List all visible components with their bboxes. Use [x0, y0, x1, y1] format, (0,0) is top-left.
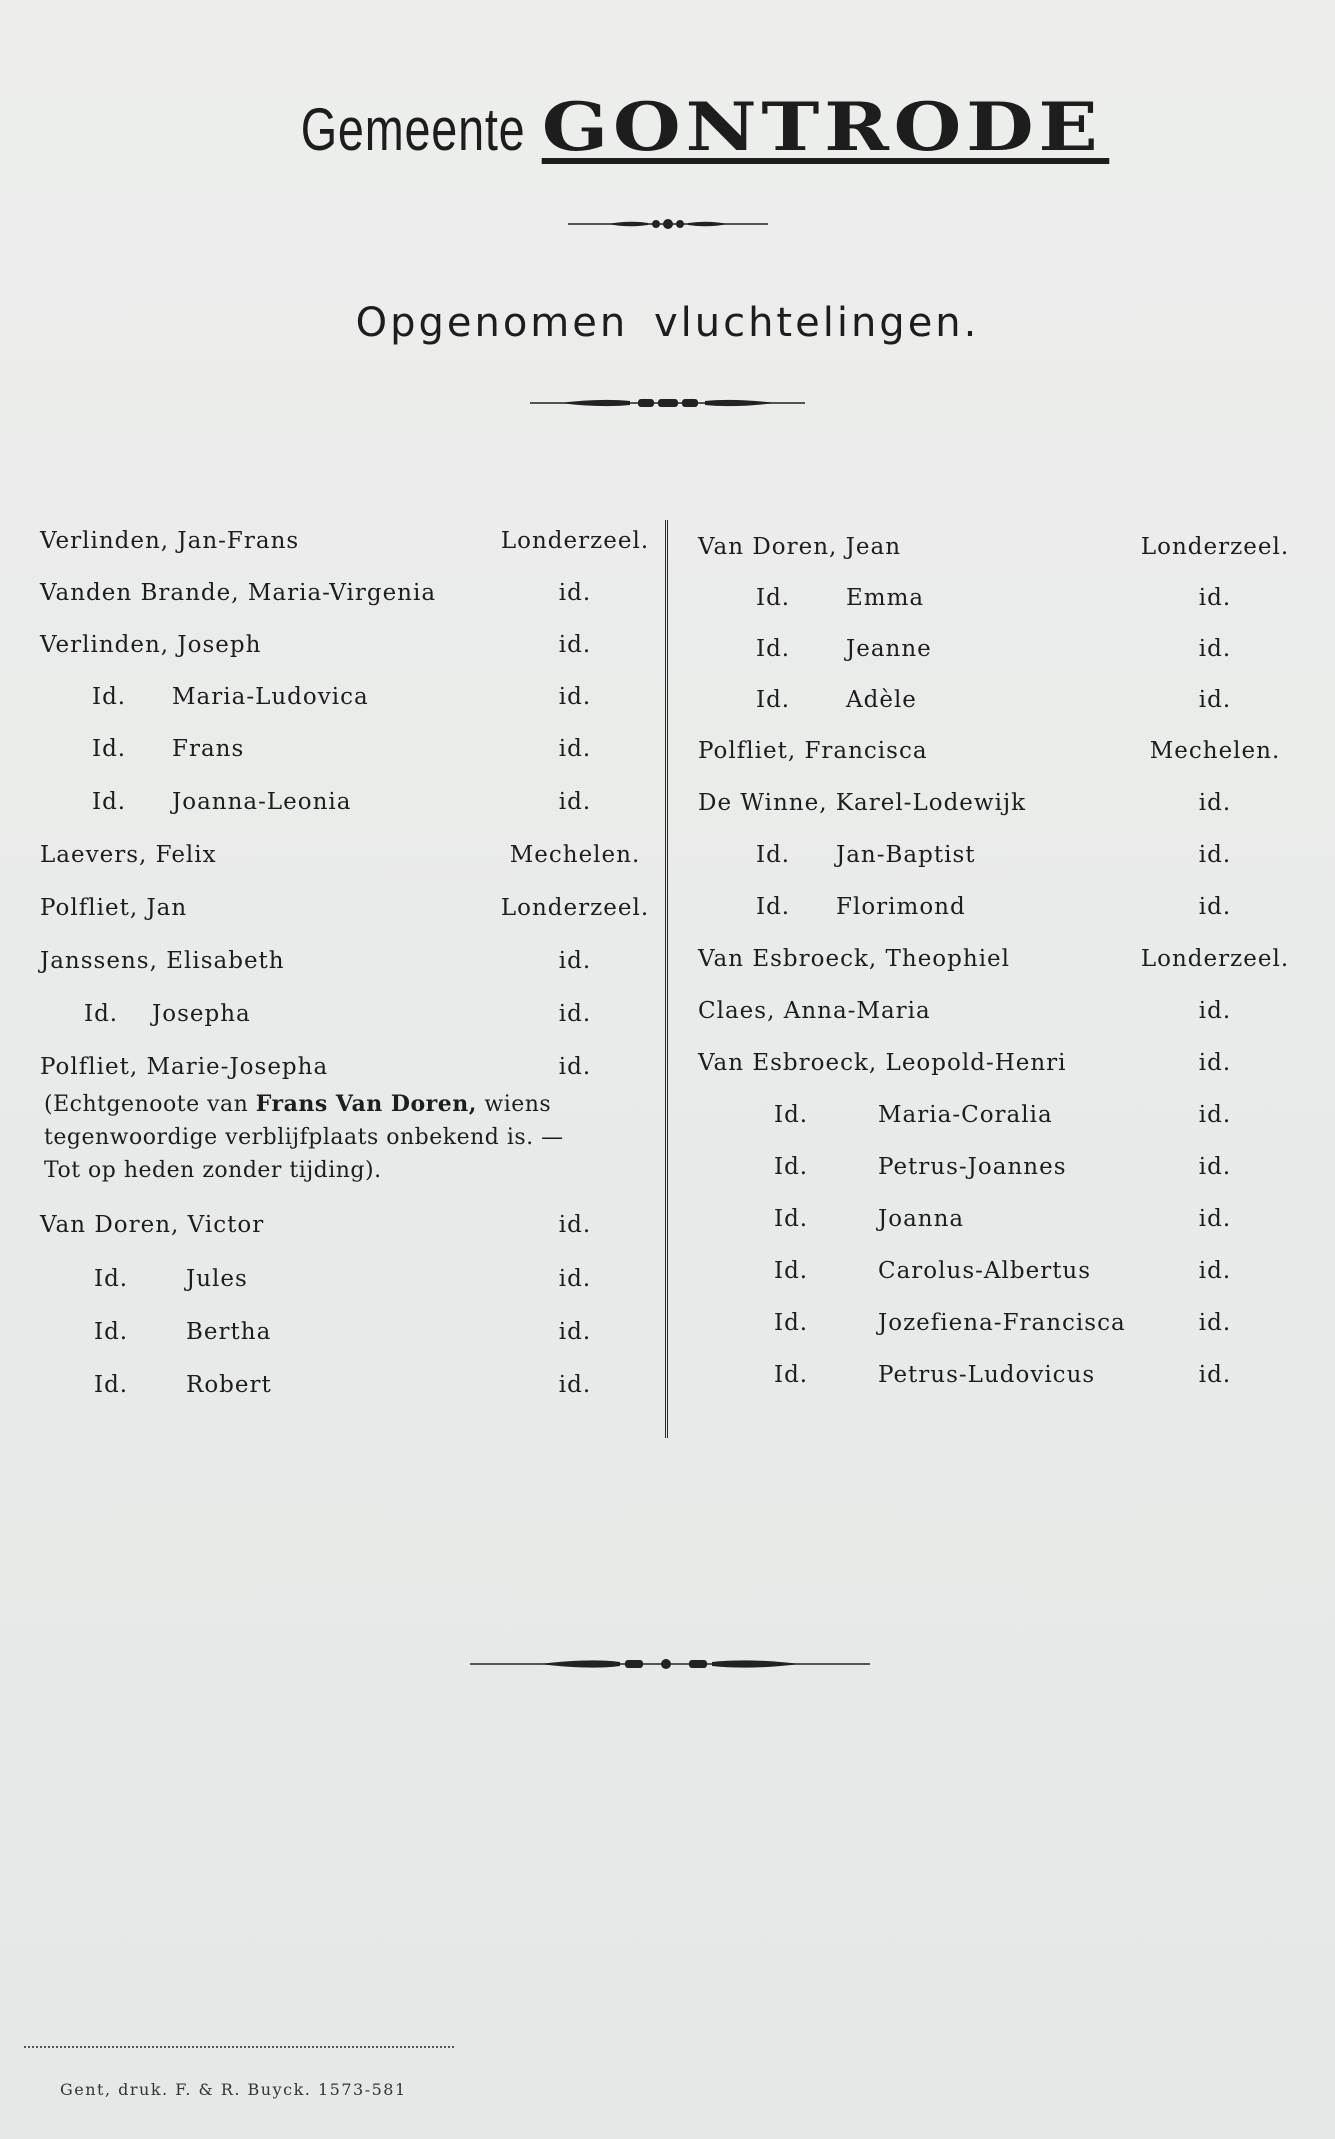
- origin-place: Mechelen.: [1149, 738, 1281, 764]
- origin-place: id.: [1198, 790, 1232, 816]
- origin-place: id.: [1198, 998, 1232, 1024]
- origin-place: id.: [1198, 1310, 1232, 1336]
- idem-prefix: Id.: [94, 1319, 129, 1345]
- idem-prefix: Id.: [756, 636, 791, 662]
- person-name: Van Doren, Jean: [698, 534, 902, 560]
- origin-place: id.: [558, 736, 592, 762]
- person-name: Jozefiena-Francisca: [878, 1310, 1126, 1336]
- person-name: Florimond: [836, 894, 966, 920]
- person-name: Joanna: [878, 1206, 965, 1232]
- origin-place: Londerzeel.: [1140, 534, 1290, 560]
- origin-place: id.: [1198, 636, 1232, 662]
- origin-place: id.: [558, 1266, 592, 1292]
- origin-place: id.: [558, 684, 592, 710]
- origin-place: id.: [1198, 1154, 1232, 1180]
- origin-place: id.: [558, 1372, 592, 1398]
- printer-imprint: Gent, druk. F. & R. Buyck. 1573-581: [60, 2080, 407, 2099]
- origin-place: id.: [1198, 585, 1232, 611]
- idem-prefix: Id.: [774, 1310, 809, 1336]
- origin-place: Londerzeel.: [500, 528, 650, 554]
- person-name: Maria-Coralia: [878, 1102, 1053, 1128]
- person-name: Van Doren, Victor: [40, 1212, 265, 1238]
- person-name: Jules: [186, 1266, 248, 1292]
- idem-prefix: Id.: [756, 687, 791, 713]
- ornament-top-icon: [568, 214, 768, 234]
- origin-place: id.: [558, 580, 592, 606]
- origin-place: id.: [558, 1001, 592, 1027]
- idem-prefix: Id.: [92, 789, 127, 815]
- idem-prefix: Id.: [756, 585, 791, 611]
- note-text-bold: Frans Van Doren,: [255, 1091, 477, 1117]
- person-name: Frans: [172, 736, 245, 762]
- idem-prefix: Id.: [92, 736, 127, 762]
- origin-place: id.: [1198, 842, 1232, 868]
- idem-prefix: Id.: [756, 894, 791, 920]
- person-name: Carolus-Albertus: [878, 1258, 1092, 1284]
- person-name: De Winne, Karel-Lodewijk: [698, 790, 1027, 816]
- title-prefix: Gemeente: [300, 96, 526, 163]
- origin-place: Mechelen.: [509, 842, 641, 868]
- idem-prefix: Id.: [94, 1372, 129, 1398]
- person-name: Polfliet, Jan: [40, 895, 188, 921]
- origin-place: id.: [1198, 687, 1232, 713]
- person-name: Petrus-Ludovicus: [878, 1362, 1096, 1388]
- origin-place: Londerzeel.: [1140, 946, 1290, 972]
- person-name: Polfliet, Francisca: [698, 738, 928, 764]
- person-name: Van Esbroeck, Theophiel: [698, 946, 1011, 972]
- idem-prefix: Id.: [774, 1362, 809, 1388]
- person-name: Robert: [186, 1372, 272, 1398]
- origin-place: id.: [558, 1319, 592, 1345]
- person-name: Maria-Ludovica: [172, 684, 369, 710]
- origin-place: id.: [1198, 1258, 1232, 1284]
- ornament-middle-icon: [530, 392, 805, 414]
- person-name: Claes, Anna-Maria: [698, 998, 931, 1024]
- person-name: Vanden Brande, Maria-Virgenia: [40, 580, 437, 606]
- person-name: Van Esbroeck, Leopold-Henri: [698, 1050, 1067, 1076]
- origin-place: id.: [558, 1212, 592, 1238]
- person-name: Janssens, Elisabeth: [40, 948, 285, 974]
- note-text-after: wiens tegenwoordige verblijfplaats onbekend is. — Tot op heden zonder tijding).: [44, 1092, 564, 1183]
- person-name: Bertha: [186, 1319, 272, 1345]
- origin-place: id.: [558, 789, 592, 815]
- person-name: Joanna-Leonia: [172, 789, 352, 815]
- idem-prefix: Id.: [774, 1102, 809, 1128]
- column-divider: [665, 520, 668, 1438]
- idem-prefix: Id.: [774, 1258, 809, 1284]
- origin-place: id.: [1198, 1362, 1232, 1388]
- person-name: Polfliet, Marie-Josepha: [40, 1054, 329, 1080]
- person-name: Laevers, Felix: [40, 842, 217, 868]
- ornament-bottom-icon: [470, 1652, 870, 1676]
- origin-place: id.: [558, 632, 592, 658]
- person-name: Emma: [846, 585, 925, 611]
- footer-rule: [24, 2046, 454, 2048]
- person-name: Josepha: [152, 1001, 251, 1027]
- origin-place: id.: [1198, 1206, 1232, 1232]
- origin-place: id.: [558, 1054, 592, 1080]
- municipality-name: GONTRODE: [542, 96, 1110, 164]
- origin-place: id.: [1198, 1050, 1232, 1076]
- annotation-note: [44, 1088, 564, 1187]
- idem-prefix: Id.: [84, 1001, 119, 1027]
- person-name: Verlinden, Jan-Frans: [40, 528, 300, 554]
- idem-prefix: Id.: [92, 684, 127, 710]
- idem-prefix: Id.: [94, 1266, 129, 1292]
- origin-place: id.: [1198, 1102, 1232, 1128]
- origin-place: Londerzeel.: [500, 895, 650, 921]
- person-name: Petrus-Joannes: [878, 1154, 1067, 1180]
- page-title: [0, 87, 1335, 166]
- person-name: Adèle: [846, 687, 917, 713]
- person-name: Jeanne: [846, 636, 932, 662]
- idem-prefix: Id.: [756, 842, 791, 868]
- page-subtitle: Opgenomen vluchtelingen.: [355, 300, 980, 346]
- note-text-before: (Echtgenoote van: [44, 1092, 256, 1117]
- idem-prefix: Id.: [774, 1154, 809, 1180]
- person-name: Jan-Baptist: [836, 842, 976, 868]
- idem-prefix: Id.: [774, 1206, 809, 1232]
- person-name: Verlinden, Joseph: [40, 632, 262, 658]
- origin-place: id.: [558, 948, 592, 974]
- origin-place: id.: [1198, 894, 1232, 920]
